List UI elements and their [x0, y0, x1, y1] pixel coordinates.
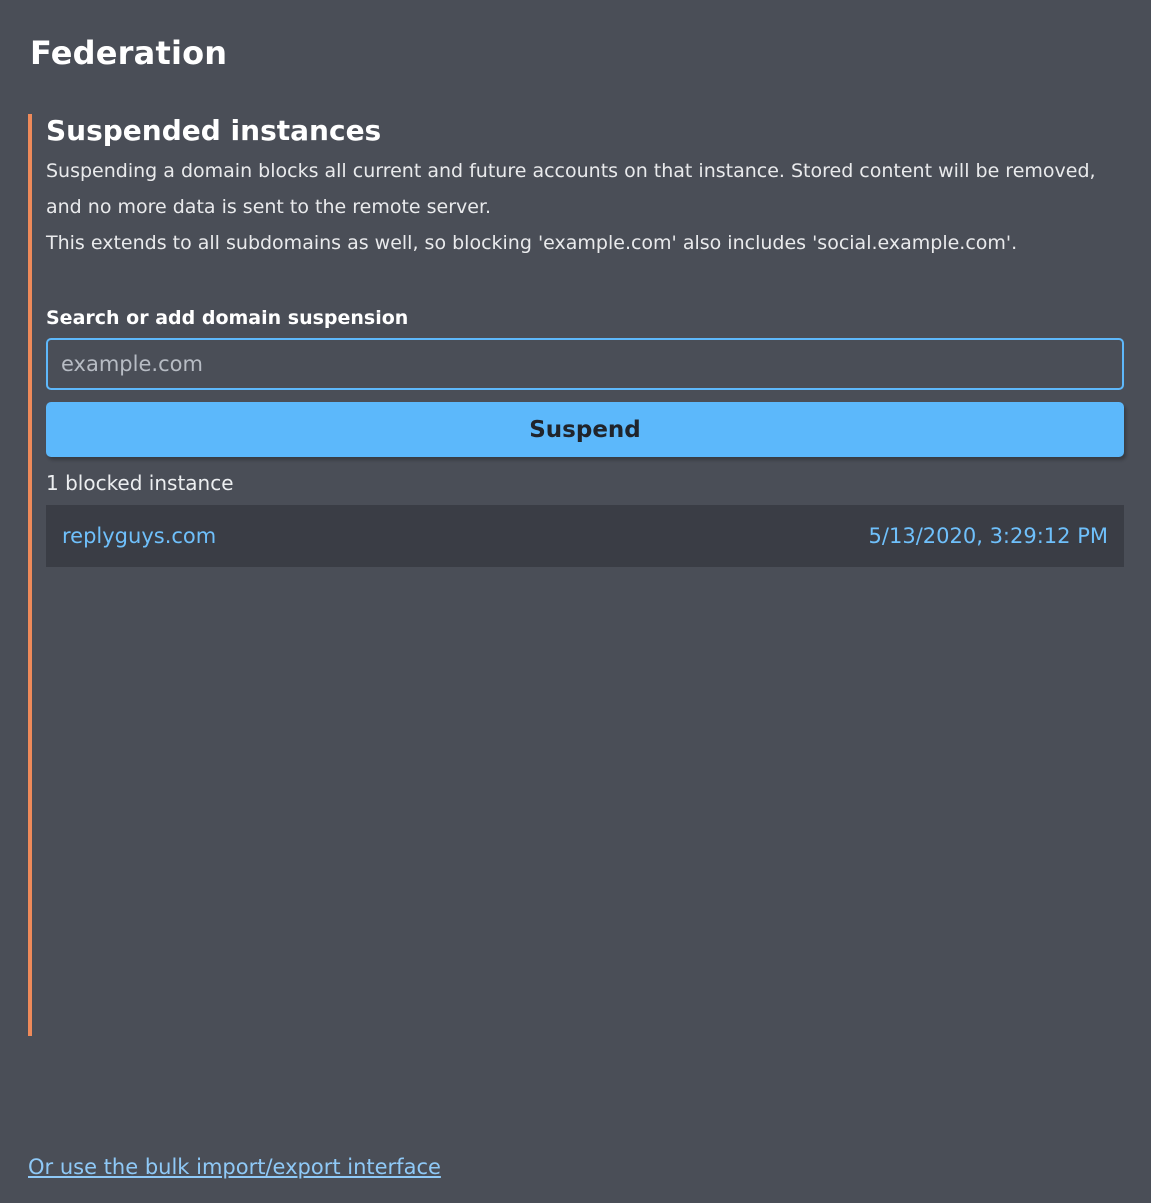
instance-domain[interactable]: replyguys.com: [62, 524, 217, 549]
suspend-button[interactable]: Suspend: [46, 402, 1124, 457]
instance-suspended-date: 5/13/2020, 3:29:12 PM: [868, 524, 1108, 549]
table-row[interactable]: [46, 505, 1124, 567]
federation-page: [0, 34, 1151, 1203]
domain-search-input[interactable]: [46, 338, 1124, 390]
page-title: Federation: [30, 34, 228, 72]
section-description-line-1: Suspending a domain blocks all current and future accounts on that instance. Stored content will be removed, and no more data is sent to the remote server.: [46, 160, 1096, 219]
domain-field-label: Search or add domain suspension: [46, 307, 409, 330]
suspended-instances-section: [28, 114, 1123, 1036]
section-description-line-2: This extends to all subdomains as well, so blocking 'example.com' also includes 'social.example.com'.: [46, 232, 1018, 255]
bulk-import-export-link[interactable]: Or use the bulk import/export interface: [28, 1155, 441, 1179]
blocked-instance-count: 1 blocked instance: [46, 471, 234, 496]
section-title: Suspended instances: [46, 114, 382, 147]
